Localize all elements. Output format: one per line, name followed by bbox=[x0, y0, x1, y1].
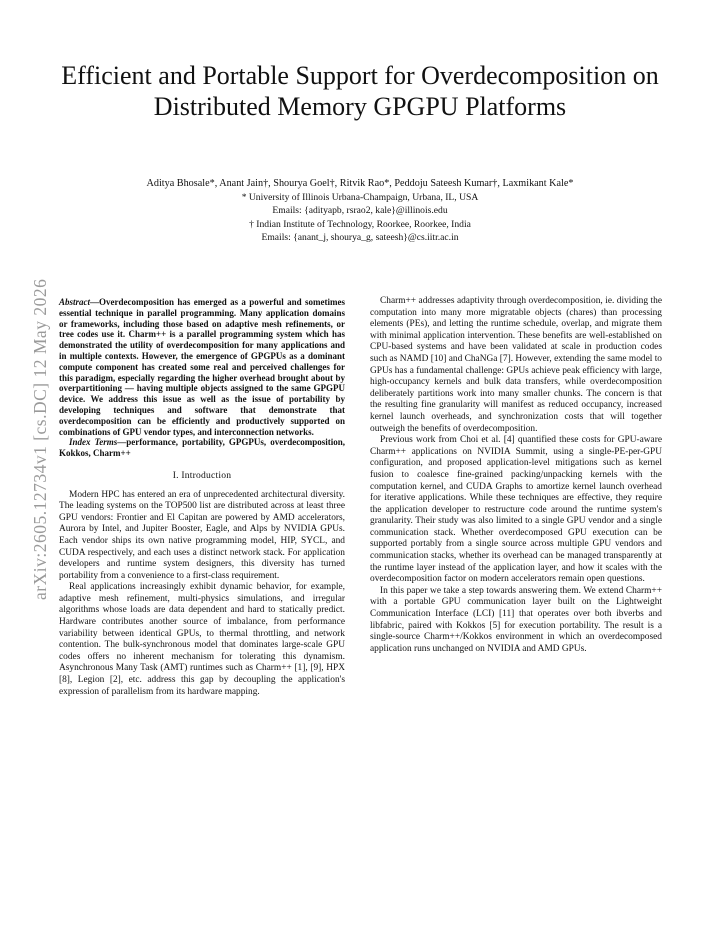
affiliation-2: † Indian Institute of Technology, Roorkee, Roorkee, India bbox=[249, 218, 471, 230]
emails-1: Emails: {adityapb, rsrao2, kale}@illinois.edu bbox=[272, 205, 448, 216]
emails-2: Emails: {anant_j, shourya_g, sateesh}@cs.iitr.ac.in bbox=[261, 232, 459, 243]
paper-title: Efficient and Portable Support for Overdecomposition on Distributed Memory GPGPU Platforms bbox=[61, 61, 659, 121]
intro-paragraph: Real applications increasingly exhibit dynamic behavior, for example, adaptive mesh refinement, multi-physics simulations, and irregular algorithms whose loads are data dependent and hard to statically predict. Hardware contributes another source of imbalance, from performance variability between identical GPUs, to thermal throttling, and network contention. The bulk-synchronous model that dominates large-scale GPU codes offers no inherent mechanism for tolerating this dynamism. Asynchronous Many Task (AMT) runtimes such as Charm++ [1], [9], HPX [8], Legion [2], etc. address this gap by decoupling the application's expression of parallelism from its hardware mapping. bbox=[59, 582, 345, 697]
author-block bbox=[40, 177, 680, 245]
left-column bbox=[59, 297, 345, 698]
section-heading-introduction: I. Introduction bbox=[172, 469, 232, 481]
affiliation-1: * University of Illinois Urbana-Champaign, Urbana, IL, USA bbox=[241, 191, 479, 203]
arxiv-stamp: arXiv:2605.12734v1 [cs.DC] 12 May 2026 bbox=[30, 278, 50, 600]
abstract-text: —Overdecomposition has emerged as a powerful and sometimes essential technique in parallel programming. Many application domains or frameworks, including those based on adaptive mesh refinements, or tree codes use it. Charm++ is a parallel programming system which has demonstrated the utility of overdecomposition for many applications and in multiple contexts. However, the emergence of GPGPUs as a dominant compute component has created some real and perceived challenges for this paradigm, especially regarding the higher overhead brought about by overpartitioning — having multiple objects assigned to the same GPGPU device. We address this issue as well as the issue of portability by developing techniques and software that demonstrate that overdecomposition can be efficiently and productively supported on combinations of GPU vendor types, and interconnection networks. bbox=[59, 297, 345, 437]
abstract-lead: Abstract bbox=[59, 297, 91, 307]
intro-paragraph: Modern HPC has entered an era of unprecedented architectural diversity. The leading systems on the TOP500 list are distributed across at least three GPU vendors: Frontier and El Capitan are powered by AMD accelerators, Aurora by Intel, and Jupiter Booster, Eagle, and Alps by NVIDIA GPUs. Each vendor ships its own native programming model, HIP, SYCL, and CUDA respectively, and each uses a distinct network stack. For application developers and runtime system designers, this diversity has turned portability from a convenience to a first-class requirement. bbox=[59, 489, 345, 581]
abstract bbox=[59, 297, 345, 437]
index-terms-lead: Index Terms bbox=[69, 437, 118, 448]
index-terms bbox=[59, 437, 345, 459]
body-paragraph: In this paper we take a step towards answering them. We extend Charm++ with a portable GPU communication layer built on the Lightweight Communication Interface (LCI) [11] that operates over both ibverbs and libfabric, paired with Kokkos [5] for execution portability. The result is a single-source Charm++/Kokkos environment in which an overdecomposed application runs unchanged on NVIDIA and AMD GPUs. bbox=[370, 585, 662, 654]
index-terms-text: —performance, portability, GPGPUs, overdecomposition, Kokkos, Charm++ bbox=[59, 437, 345, 459]
right-column bbox=[370, 296, 662, 655]
authors-line: Aditya Bhosale*, Anant Jain†, Shourya Goel†, Ritvik Rao*, Peddoju Sateesh Kumar†, Laxmikant Kale* bbox=[146, 178, 574, 189]
body-paragraph: Previous work from Choi et al. [4] quantified these costs for GPU-aware Charm++ applications on NVIDIA Summit, using a single-PE-per-GPU configuration, and proposed application-level mitigations such as kernel fusion to coalesce fine-grained packing/unpacking kernels with the computation kernel, and CUDA Graphs to amortize kernel launch overhead for iterative applications. While these techniques are effective, they require the application developer to restructure code around the runtime system's granularity. Their study was also limited to a single GPU vendor and a single communication stack. Whether overdecomposed GPU execution can be supported portably from a single source across multiple GPU vendors and communication stacks, whether its overhead can be managed transparently at the runtime layer instead of the application layer, and how it scales with the overdecomposition factor on modern accelerators remain open questions. bbox=[370, 435, 662, 585]
body-paragraph: Charm++ addresses adaptivity through overdecomposition, ie. dividing the computation into many more migratable objects (chares) than processing elements (PEs), and letting the runtime schedule, overlap, and migrate them with minimal application intervention. These benefits are well-established on CPU-based systems and have been validated at scale in production codes such as NAMD [10] and ChaNGa [7]. However, extending the same model to GPUs has a fundamental challenge: GPUs achieve peak efficiency with large, high-occupancy kernels and bulk data transfers, while overdecomposition deliberately partitions work into many smaller chunks. The concern is that the resulting fine granularity will manifest as reduced occupancy, increased kernel launch overheads, and synchronization costs that will together outweigh the benefits of overdecomposition. bbox=[370, 296, 662, 434]
